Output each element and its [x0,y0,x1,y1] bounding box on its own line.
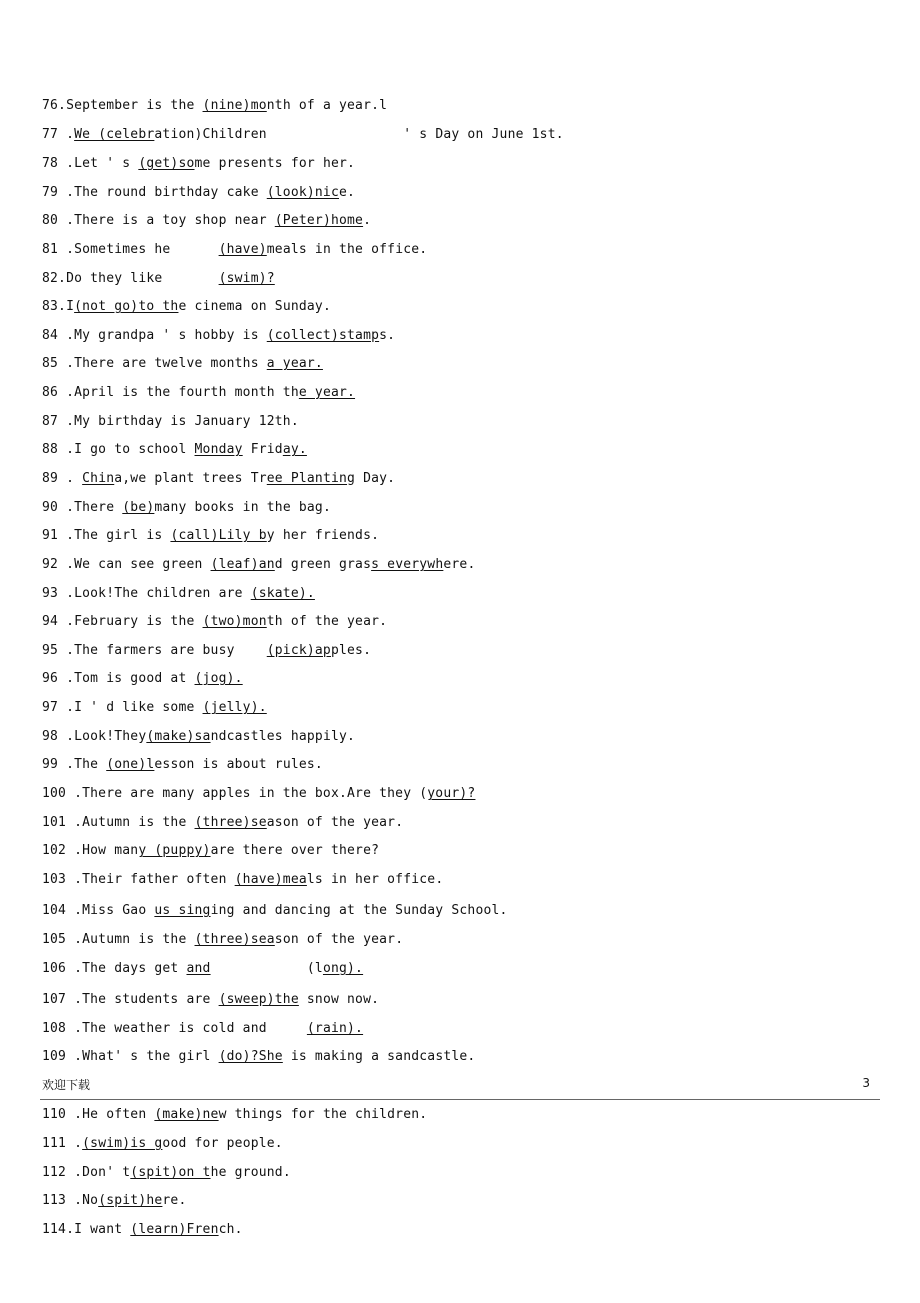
exercise-line [42,642,371,660]
sentence-text: ples. [330,643,372,658]
footer-label: 欢迎下载 [42,1078,91,1092]
exercise-line [42,785,475,803]
sentence-text: 85 .There are twelve months [42,356,267,371]
sentence-text: snow now. [298,992,380,1007]
exercise-line [42,1020,363,1038]
sentence-text: 101 .Autumn is the [42,815,195,830]
sentence-text: e cinema on Sunday. [178,299,331,314]
answer-blank: (make)sa [146,729,211,744]
sentence-text: he ground. [210,1165,291,1180]
sentence-text: 90 .There [42,500,123,515]
exercise-line [42,585,315,603]
exercise-line [42,1048,475,1066]
sentence-text: ason of the year. [266,815,404,830]
exercise-line [42,1221,243,1239]
answer-blank: (leaf)an [210,557,275,572]
exercise-line [42,902,508,920]
exercise-line [42,527,379,545]
answer-blank: y (puppy) [138,843,211,858]
sentence-text: 91 .The girl is [42,528,171,543]
answer-blank: (three)se [194,815,267,830]
answer-blank: (swim)is g [82,1136,163,1151]
sentence-text: 114.I want [42,1222,131,1237]
exercise-line [42,441,307,459]
sentence-text: me presents for her. [194,156,356,171]
sentence-text: ere. [443,557,476,572]
sentence-text: 95 .The farmers are busy [42,643,267,658]
exercise-line [42,241,427,259]
sentence-text: 83.I [42,299,75,314]
exercise-line [42,613,387,631]
exercise-line [42,699,267,717]
answer-blank: (skate). [250,586,315,601]
sentence-text: w things for the children. [218,1107,428,1122]
sentence-text: (l [210,961,323,976]
exercise-line [42,871,443,889]
sentence-text: 92 .We can see green [42,557,211,572]
sentence-text: 80 .There is a toy shop near [42,213,275,228]
sentence-text: 102 .How man [42,843,139,858]
sentence-text: th of the year. [266,614,388,629]
answer-blank: (jog). [194,671,243,686]
sentence-text: ation)Children ' s Day on June 1st. [154,127,564,142]
answer-blank: Monday [194,442,243,457]
sentence-text: 103 .Their father often [42,872,235,887]
sentence-text: ood for people. [162,1136,283,1151]
answer-blank: your)? [427,786,476,801]
sentence-text: are there over there? [210,843,380,858]
exercise-line [42,97,387,115]
answer-blank: (be) [122,500,155,515]
answer-blank: a year. [266,356,323,371]
answer-blank: (rain). [306,1021,364,1036]
sentence-text: 88 .I go to school [42,442,195,457]
answer-blank: Chin [82,471,115,486]
answer-blank: ong). [322,961,364,976]
sentence-text: . [363,213,372,228]
sentence-text: y her friends. [266,528,380,543]
exercise-line [42,756,323,774]
sentence-text: s. [379,328,396,343]
sentence-text: 113 .No [42,1193,99,1208]
footer-divider [40,1099,880,1100]
exercise-line [42,327,395,345]
answer-blank: e year. [298,385,356,400]
sentence-text: 93 .Look!The children are [42,586,251,601]
answer-blank: (sweep)the [218,992,299,1007]
exercise-line [42,212,371,230]
sentence-text: 78 .Let ' s [42,156,139,171]
exercise-line [42,960,363,978]
answer-blank: (spit)he [98,1193,163,1208]
sentence-text: 89 . [42,471,83,486]
exercise-line [42,991,379,1009]
answer-blank: We (celebr [74,127,155,142]
answer-blank: (pick)ap [266,643,331,658]
exercise-line [42,556,475,574]
answer-blank: ay. [282,442,307,457]
sentence-text: 97 .I ' d like some [42,700,203,715]
sentence-text: 84 .My grandpa ' s hobby is [42,328,267,343]
sentence-text: d green gras [274,557,372,572]
sentence-text: ndcastles happily. [210,729,356,744]
sentence-text: Frid [242,442,283,457]
answer-blank: (get)so [138,156,195,171]
sentence-text: 99 .The [42,757,107,772]
exercise-line [42,1106,427,1124]
answer-blank: (learn)Fren [130,1222,219,1237]
sentence-text: nth of a year.l [266,98,388,113]
answer-blank: (swim)? [218,271,275,286]
page-number: 3 [862,1076,870,1090]
answer-blank: s everywh [371,557,444,572]
sentence-text: 87 .My birthday is January 12th. [42,414,299,429]
sentence-text: son of the year. [274,932,404,947]
answer-blank: (Peter)home [274,213,364,228]
answer-blank: (three)sea [194,932,275,947]
answer-blank: (one)l [106,757,155,772]
exercise-line [42,126,564,144]
exercise-line [42,670,243,688]
sentence-text: 109 .What' s the girl [42,1049,219,1064]
sentence-text: 110 .He often [42,1107,155,1122]
exercise-line [42,384,355,402]
answer-blank: (have) [218,242,267,257]
sentence-text: a,we plant trees Tr [114,471,267,486]
answer-blank: (two)mon [202,614,267,629]
sentence-text: 86 .April is the fourth month th [42,385,299,400]
exercise-line [42,499,331,517]
exercise-line [42,931,403,949]
exercise-line [42,298,331,316]
sentence-text: 76.September is the [42,98,203,113]
sentence-text: 98 .Look!They [42,729,147,744]
answer-blank: (spit)on t [130,1165,211,1180]
exercise-line [42,1135,283,1153]
exercise-line [42,155,355,173]
sentence-text: 106 .The days get [42,961,187,976]
sentence-text: 79 .The round birthday cake [42,185,267,200]
exercise-line [42,842,379,860]
answer-blank: and [186,961,211,976]
sentence-text: re. [162,1193,187,1208]
answer-blank: (collect)stamp [266,328,380,343]
answer-blank: (make)ne [154,1107,219,1122]
sentence-text: 112 .Don' t [42,1165,131,1180]
sentence-text: many books in the bag. [154,500,331,515]
answer-blank: (have)mea [234,872,307,887]
sentence-text: 82.Do they like [42,271,219,286]
answer-blank: (jelly). [202,700,267,715]
exercise-line [42,184,355,202]
answer-blank: (look)nic [266,185,339,200]
sentence-text: 108 .The weather is cold and [42,1021,307,1036]
sentence-text: ls in her office. [306,872,444,887]
exercise-line [42,1192,187,1210]
exercise-line [42,270,275,288]
sentence-text: g Day. [347,471,396,486]
sentence-text: 107 .The students are [42,992,219,1007]
sentence-text: e. [339,185,356,200]
sentence-text: 111 . [42,1136,83,1151]
answer-blank: (nine)mo [202,98,267,113]
sentence-text: ing and dancing at the Sunday School. [210,903,508,918]
answer-blank: ee Plantin [266,471,348,486]
answer-blank: (do)?She [218,1049,283,1064]
answer-blank: us sing [154,903,211,918]
exercise-line [42,413,299,431]
sentence-text: is making a sandcastle. [282,1049,476,1064]
exercise-line [42,355,323,373]
exercise-line [42,814,403,832]
sentence-text: 96 .Tom is good at [42,671,195,686]
sentence-text: 105 .Autumn is the [42,932,195,947]
exercise-line [42,728,355,746]
exercise-line [42,470,395,488]
sentence-text: 100 .There are many apples in the box.Are they ( [42,786,428,801]
exercise-line [42,1164,291,1182]
sentence-text: ch. [218,1222,243,1237]
sentence-text: meals in the office. [266,242,428,257]
sentence-text: 94 .February is the [42,614,203,629]
sentence-text: 77 . [42,127,75,142]
answer-blank: (not go)to th [74,299,179,314]
sentence-text: esson is about rules. [154,757,323,772]
answer-blank: (call)Lily b [170,528,267,543]
sentence-text: 104 .Miss Gao [42,903,155,918]
sentence-text: 81 .Sometimes he [42,242,219,257]
